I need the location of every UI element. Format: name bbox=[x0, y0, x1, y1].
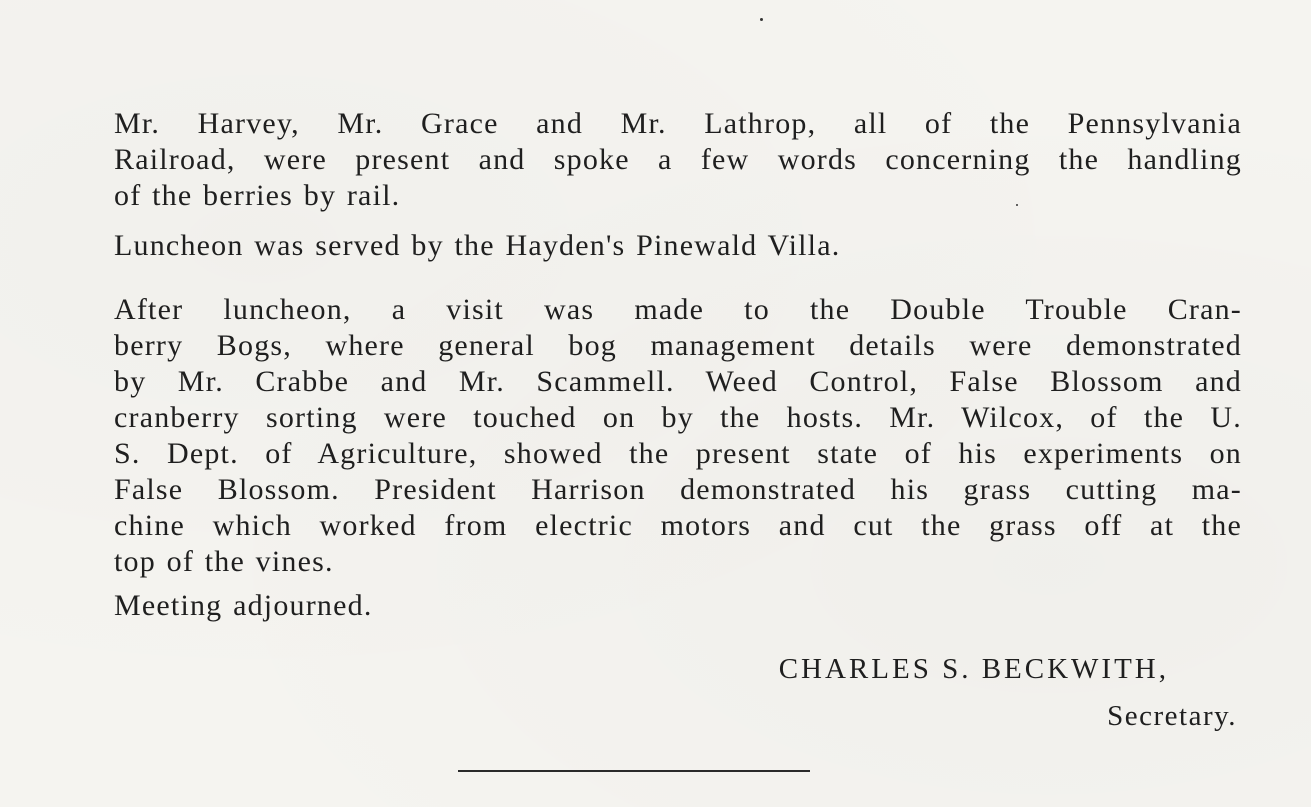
text-line: Luncheon was served by the Hayden's Pinewald Villa. bbox=[114, 229, 841, 262]
text-line: Railroad, were present and spoke a few words concerning the handling bbox=[114, 143, 1242, 176]
text-line: berry Bogs, where general bog management details were demonstrated bbox=[114, 329, 1242, 362]
text-line: Mr. Harvey, Mr. Grace and Mr. Lathrop, all of the Pennsylvania bbox=[114, 107, 1242, 140]
paragraph-bog-visit bbox=[42, 292, 1242, 580]
text-line: S. Dept. of Agriculture, showed the present state of his experiments on bbox=[114, 437, 1242, 470]
signature-name: CHARLES S. BECKWITH, bbox=[778, 653, 1169, 685]
text-line: by Mr. Crabbe and Mr. Scammell. Weed Control, False Blossom and bbox=[114, 365, 1242, 398]
ink-speck bbox=[760, 18, 763, 21]
paragraph-adjourned bbox=[42, 588, 1242, 624]
signature-title: Secretary. bbox=[1107, 700, 1237, 732]
text-line: chine which worked from electric motors and cut the grass off at the bbox=[114, 509, 1242, 542]
text-line: top of the vines. bbox=[114, 545, 334, 578]
text-line: After luncheon, a visit was made to the Double Trouble Cran- bbox=[114, 293, 1242, 326]
section-divider-rule bbox=[458, 770, 810, 772]
text-line: cranberry sorting were touched on by the hosts. Mr. Wilcox, of the U. bbox=[114, 401, 1242, 434]
text-line: Meeting adjourned. bbox=[114, 589, 373, 622]
paragraph-railroad bbox=[42, 106, 1242, 214]
text-line: False Blossom. President Harrison demonstrated his grass cutting ma- bbox=[114, 473, 1242, 506]
text-line: of the berries by rail. bbox=[114, 179, 401, 212]
paragraph-luncheon bbox=[42, 228, 1242, 264]
